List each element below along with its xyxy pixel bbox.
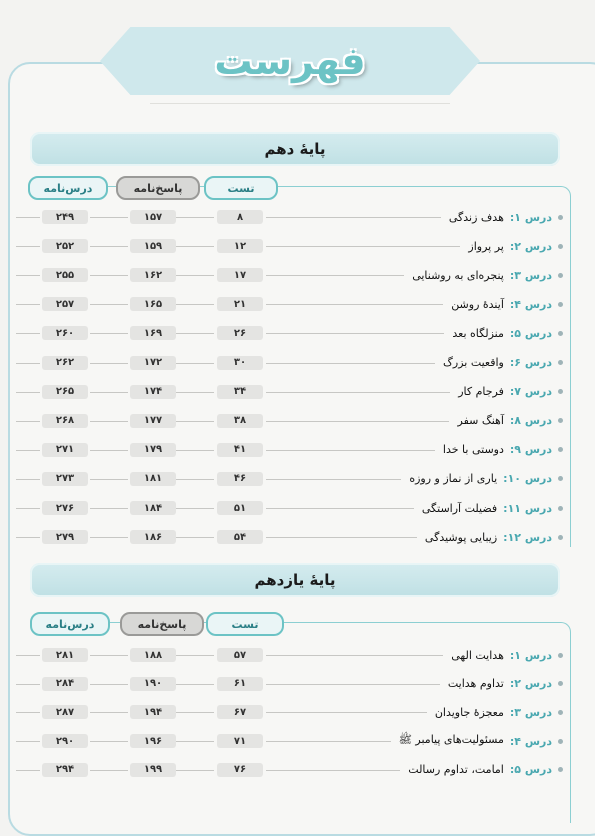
answer-key-page: ۱۹۴ bbox=[130, 705, 176, 719]
leader-line bbox=[176, 655, 214, 656]
leader-line bbox=[176, 421, 214, 422]
lesson-notes-page: ۲۸۱ bbox=[42, 648, 88, 662]
lesson-number: درس ۳: bbox=[509, 268, 552, 282]
lesson-entry bbox=[458, 382, 563, 402]
bullet-icon bbox=[558, 535, 563, 540]
leader-line bbox=[266, 421, 449, 422]
leader-line bbox=[90, 741, 128, 742]
toc-row[interactable] bbox=[0, 353, 595, 373]
lesson-number: درس ۸: bbox=[509, 414, 552, 428]
leader-line bbox=[16, 246, 40, 247]
lesson-number: درس ۴: bbox=[509, 734, 552, 748]
test-page: ۷۶ bbox=[217, 763, 263, 777]
leader-line bbox=[16, 537, 40, 538]
test-page: ۴۶ bbox=[217, 472, 263, 486]
leader-line bbox=[266, 363, 435, 364]
lesson-entry bbox=[451, 294, 563, 314]
lesson-number: درس ۶: bbox=[509, 356, 552, 369]
lesson-title: فضیلت آراستگی bbox=[421, 501, 498, 515]
leader-line bbox=[16, 712, 40, 713]
leader-line bbox=[90, 479, 128, 480]
page-title: فهرست bbox=[214, 39, 366, 83]
answer-key-page: ۱۵۹ bbox=[130, 239, 176, 253]
lesson-number: درس ۳: bbox=[509, 705, 552, 719]
lesson-entry bbox=[468, 236, 563, 256]
leader-line bbox=[176, 684, 214, 685]
leader-line bbox=[266, 392, 450, 393]
lesson-number: درس ۱۰: bbox=[503, 472, 552, 486]
leader-line bbox=[90, 655, 128, 656]
lesson-entry bbox=[422, 498, 563, 518]
bullet-icon bbox=[558, 389, 563, 394]
lesson-notes-page: ۲۷۹ bbox=[42, 530, 88, 544]
lesson-notes-page: ۲۷۶ bbox=[42, 501, 88, 515]
answer-key-page: ۱۹۰ bbox=[130, 677, 176, 691]
test-page: ۵۴ bbox=[217, 530, 263, 544]
toc-row[interactable] bbox=[0, 440, 595, 460]
leader-line bbox=[176, 770, 214, 771]
leader-line bbox=[90, 246, 128, 247]
lesson-notes-page: ۲۶۸ bbox=[42, 414, 88, 428]
answer-key-page: ۱۹۹ bbox=[130, 763, 176, 777]
section-title-grade-11: پایهٔ یازدهم bbox=[254, 571, 336, 589]
lesson-number: درس ۴: bbox=[509, 297, 552, 311]
test-page: ۴۱ bbox=[217, 443, 263, 457]
lesson-title: معجزهٔ جاویدان bbox=[434, 705, 504, 719]
answer-key-page: ۱۵۷ bbox=[130, 210, 176, 224]
bullet-icon bbox=[558, 710, 563, 715]
leader-line bbox=[266, 333, 444, 334]
leader-line bbox=[90, 450, 128, 451]
test-page: ۳۰ bbox=[217, 356, 263, 370]
header-answer-key: پاسخ‌نامه bbox=[116, 176, 200, 200]
test-page: ۳۴ bbox=[217, 385, 263, 399]
header-lesson-notes: درس‌نامه bbox=[28, 176, 108, 200]
lesson-number: درس ۷: bbox=[509, 385, 552, 399]
lesson-title: پر پرواز bbox=[468, 239, 504, 253]
lesson-notes-page: ۲۶۰ bbox=[42, 326, 88, 340]
leader-line bbox=[176, 741, 214, 742]
leader-line bbox=[266, 684, 440, 685]
test-page: ۶۱ bbox=[217, 677, 263, 691]
leader-line bbox=[16, 333, 40, 334]
leader-line bbox=[176, 275, 214, 276]
header-lesson-notes: درس‌نامه bbox=[30, 612, 110, 636]
leader-line bbox=[90, 537, 128, 538]
bullet-icon bbox=[558, 476, 563, 481]
lesson-title: منزلگاه بعد bbox=[452, 326, 504, 340]
lesson-entry bbox=[448, 674, 563, 694]
leader-line bbox=[90, 770, 128, 771]
lesson-notes-page: ۲۵۷ bbox=[42, 297, 88, 311]
leader-line bbox=[16, 304, 40, 305]
lesson-notes-page: ۲۷۳ bbox=[42, 472, 88, 486]
toc-row[interactable] bbox=[0, 760, 595, 780]
leader-line bbox=[176, 508, 214, 509]
section-title-grade-10: پایهٔ دهم bbox=[264, 140, 326, 158]
lesson-entry bbox=[451, 645, 563, 665]
test-page: ۶۷ bbox=[217, 705, 263, 719]
lesson-number: درس ۲: bbox=[509, 239, 552, 253]
toc-row[interactable] bbox=[0, 527, 595, 547]
bullet-icon bbox=[558, 447, 563, 452]
leader-line bbox=[266, 741, 391, 742]
test-page: ۵۷ bbox=[217, 648, 263, 662]
lesson-notes-page: ۲۴۹ bbox=[42, 210, 88, 224]
answer-key-page: ۱۷۴ bbox=[130, 385, 176, 399]
leader-line bbox=[16, 508, 40, 509]
lesson-title: زیبایی پوشیدگی bbox=[424, 530, 498, 544]
leader-line bbox=[16, 479, 40, 480]
leader-line bbox=[16, 655, 40, 656]
answer-key-page: ۱۶۵ bbox=[130, 297, 176, 311]
toc-row[interactable] bbox=[0, 498, 595, 518]
leader-line bbox=[90, 275, 128, 276]
lesson-notes-page: ۲۵۵ bbox=[42, 268, 88, 282]
toc-row[interactable] bbox=[0, 294, 595, 314]
answer-key-page: ۱۷۹ bbox=[130, 443, 176, 457]
leader-line bbox=[90, 421, 128, 422]
lesson-notes-page: ۲۹۰ bbox=[42, 734, 88, 748]
test-page: ۱۲ bbox=[217, 239, 263, 253]
lesson-number: درس ۱۲: bbox=[503, 530, 552, 544]
test-page: ۲۱ bbox=[217, 297, 263, 311]
leader-line bbox=[16, 275, 40, 276]
test-page: ۳۸ bbox=[217, 414, 263, 428]
leader-line bbox=[266, 655, 443, 656]
bullet-icon bbox=[558, 215, 563, 220]
leader-line bbox=[266, 770, 400, 771]
bullet-icon bbox=[558, 360, 563, 365]
leader-line bbox=[176, 537, 214, 538]
lesson-entry bbox=[443, 440, 563, 460]
bullet-icon bbox=[558, 653, 563, 658]
lesson-notes-page: ۲۹۴ bbox=[42, 763, 88, 777]
bullet-icon bbox=[558, 681, 563, 686]
toc-row[interactable] bbox=[0, 469, 595, 489]
test-page: ۲۶ bbox=[217, 326, 263, 340]
bullet-icon bbox=[558, 418, 563, 423]
leader-line bbox=[176, 712, 214, 713]
lesson-title: دوستی با خدا bbox=[442, 443, 504, 457]
leader-line bbox=[176, 333, 214, 334]
leader-line bbox=[16, 392, 40, 393]
lesson-title: مسئولیت‌های پیامبر ﷺ bbox=[398, 733, 504, 747]
lesson-notes-page: ۲۷۱ bbox=[42, 443, 88, 457]
leader-line bbox=[176, 450, 214, 451]
leader-line bbox=[16, 363, 40, 364]
leader-line bbox=[90, 508, 128, 509]
lesson-title: آیندهٔ روشن bbox=[451, 297, 504, 311]
lesson-title: هدف زندگی bbox=[448, 210, 504, 224]
divider bbox=[150, 103, 450, 104]
lesson-entry bbox=[452, 323, 563, 343]
lesson-title: فرجام کار bbox=[458, 385, 504, 399]
leader-line bbox=[90, 333, 128, 334]
answer-key-page: ۱۷۲ bbox=[130, 356, 176, 370]
lesson-entry bbox=[449, 207, 563, 227]
toc-row[interactable] bbox=[0, 382, 595, 402]
leader-line bbox=[266, 217, 441, 218]
leader-line bbox=[90, 304, 128, 305]
lesson-number: درس ۱: bbox=[509, 648, 552, 662]
toc-row[interactable] bbox=[0, 265, 595, 285]
lesson-title: آهنگ سفر bbox=[457, 414, 504, 428]
leader-line bbox=[266, 304, 443, 305]
lesson-entry bbox=[458, 411, 564, 431]
leader-line bbox=[176, 304, 214, 305]
answer-key-page: ۱۸۴ bbox=[130, 501, 176, 515]
header-test: تست bbox=[204, 176, 278, 200]
bullet-icon bbox=[558, 273, 563, 278]
leader-line bbox=[90, 684, 128, 685]
lesson-notes-page: ۲۶۵ bbox=[42, 385, 88, 399]
leader-line bbox=[90, 217, 128, 218]
leader-line bbox=[176, 479, 214, 480]
answer-key-page: ۱۸۶ bbox=[130, 530, 176, 544]
test-page: ۷۱ bbox=[217, 734, 263, 748]
lesson-notes-page: ۲۸۷ bbox=[42, 705, 88, 719]
toc-row[interactable] bbox=[0, 702, 595, 722]
leader-line bbox=[176, 392, 214, 393]
bullet-icon bbox=[558, 331, 563, 336]
leader-line bbox=[16, 450, 40, 451]
leader-line bbox=[176, 217, 214, 218]
answer-key-page: ۱۷۷ bbox=[130, 414, 176, 428]
bullet-icon bbox=[558, 506, 563, 511]
lesson-number: درس ۱: bbox=[509, 210, 552, 224]
lesson-notes-page: ۲۵۲ bbox=[42, 239, 88, 253]
lesson-entry bbox=[409, 469, 563, 489]
lesson-number: درس ۵: bbox=[509, 763, 552, 777]
test-page: ۵۱ bbox=[217, 501, 263, 515]
leader-line bbox=[16, 217, 40, 218]
leader-line bbox=[90, 392, 128, 393]
leader-line bbox=[266, 450, 435, 451]
leader-line bbox=[266, 479, 401, 480]
leader-line bbox=[176, 246, 214, 247]
leader-line bbox=[266, 712, 427, 713]
bullet-icon bbox=[558, 739, 563, 744]
lesson-entry bbox=[435, 702, 563, 722]
lesson-number: درس ۹: bbox=[509, 443, 552, 457]
bullet-icon bbox=[558, 302, 563, 307]
test-page: ۸ bbox=[217, 210, 263, 224]
bullet-icon bbox=[558, 244, 563, 249]
answer-key-page: ۱۶۹ bbox=[130, 326, 176, 340]
header-answer-key: پاسخ‌نامه bbox=[120, 612, 204, 636]
leader-line bbox=[266, 246, 460, 247]
lesson-number: درس ۲: bbox=[509, 677, 552, 691]
leader-line bbox=[266, 508, 414, 509]
leader-line bbox=[16, 770, 40, 771]
lesson-entry bbox=[412, 265, 563, 285]
toc-row[interactable] bbox=[0, 674, 595, 694]
lesson-title: واقعیت بزرگ bbox=[443, 356, 504, 369]
leader-line bbox=[16, 421, 40, 422]
lesson-number: درس ۵: bbox=[509, 326, 552, 340]
leader-line bbox=[266, 275, 404, 276]
toc-row[interactable] bbox=[0, 731, 595, 751]
answer-key-page: ۱۸۱ bbox=[130, 472, 176, 486]
lesson-notes-page: ۲۸۴ bbox=[42, 677, 88, 691]
bullet-icon bbox=[558, 767, 563, 772]
leader-line bbox=[176, 363, 214, 364]
toc-row[interactable] bbox=[0, 645, 595, 665]
lesson-number: درس ۱۱: bbox=[503, 501, 552, 515]
test-page: ۱۷ bbox=[217, 268, 263, 282]
answer-key-page: ۱۶۲ bbox=[130, 268, 176, 282]
lesson-notes-page: ۲۶۲ bbox=[42, 356, 88, 370]
toc-row[interactable] bbox=[0, 323, 595, 343]
toc-row[interactable] bbox=[0, 207, 595, 227]
lesson-entry bbox=[408, 760, 563, 780]
header-test: تست bbox=[206, 612, 284, 636]
lesson-entry bbox=[399, 731, 563, 751]
lesson-entry bbox=[425, 527, 563, 547]
lesson-entry bbox=[443, 353, 563, 373]
answer-key-page: ۱۹۶ bbox=[130, 734, 176, 748]
leader-line bbox=[266, 537, 417, 538]
toc-row[interactable] bbox=[0, 411, 595, 431]
answer-key-page: ۱۸۸ bbox=[130, 648, 176, 662]
toc-row[interactable] bbox=[0, 236, 595, 256]
lesson-title: امامت، تداوم رسالت bbox=[408, 763, 504, 777]
leader-line bbox=[16, 741, 40, 742]
lesson-title: هدایت الهی bbox=[451, 648, 504, 662]
lesson-title: پنجره‌ای به روشنایی bbox=[412, 268, 504, 282]
leader-line bbox=[16, 684, 40, 685]
leader-line bbox=[90, 363, 128, 364]
lesson-title: یاری از نماز و روزه bbox=[409, 472, 498, 486]
leader-line bbox=[90, 712, 128, 713]
lesson-title: تداوم هدایت bbox=[447, 677, 504, 691]
